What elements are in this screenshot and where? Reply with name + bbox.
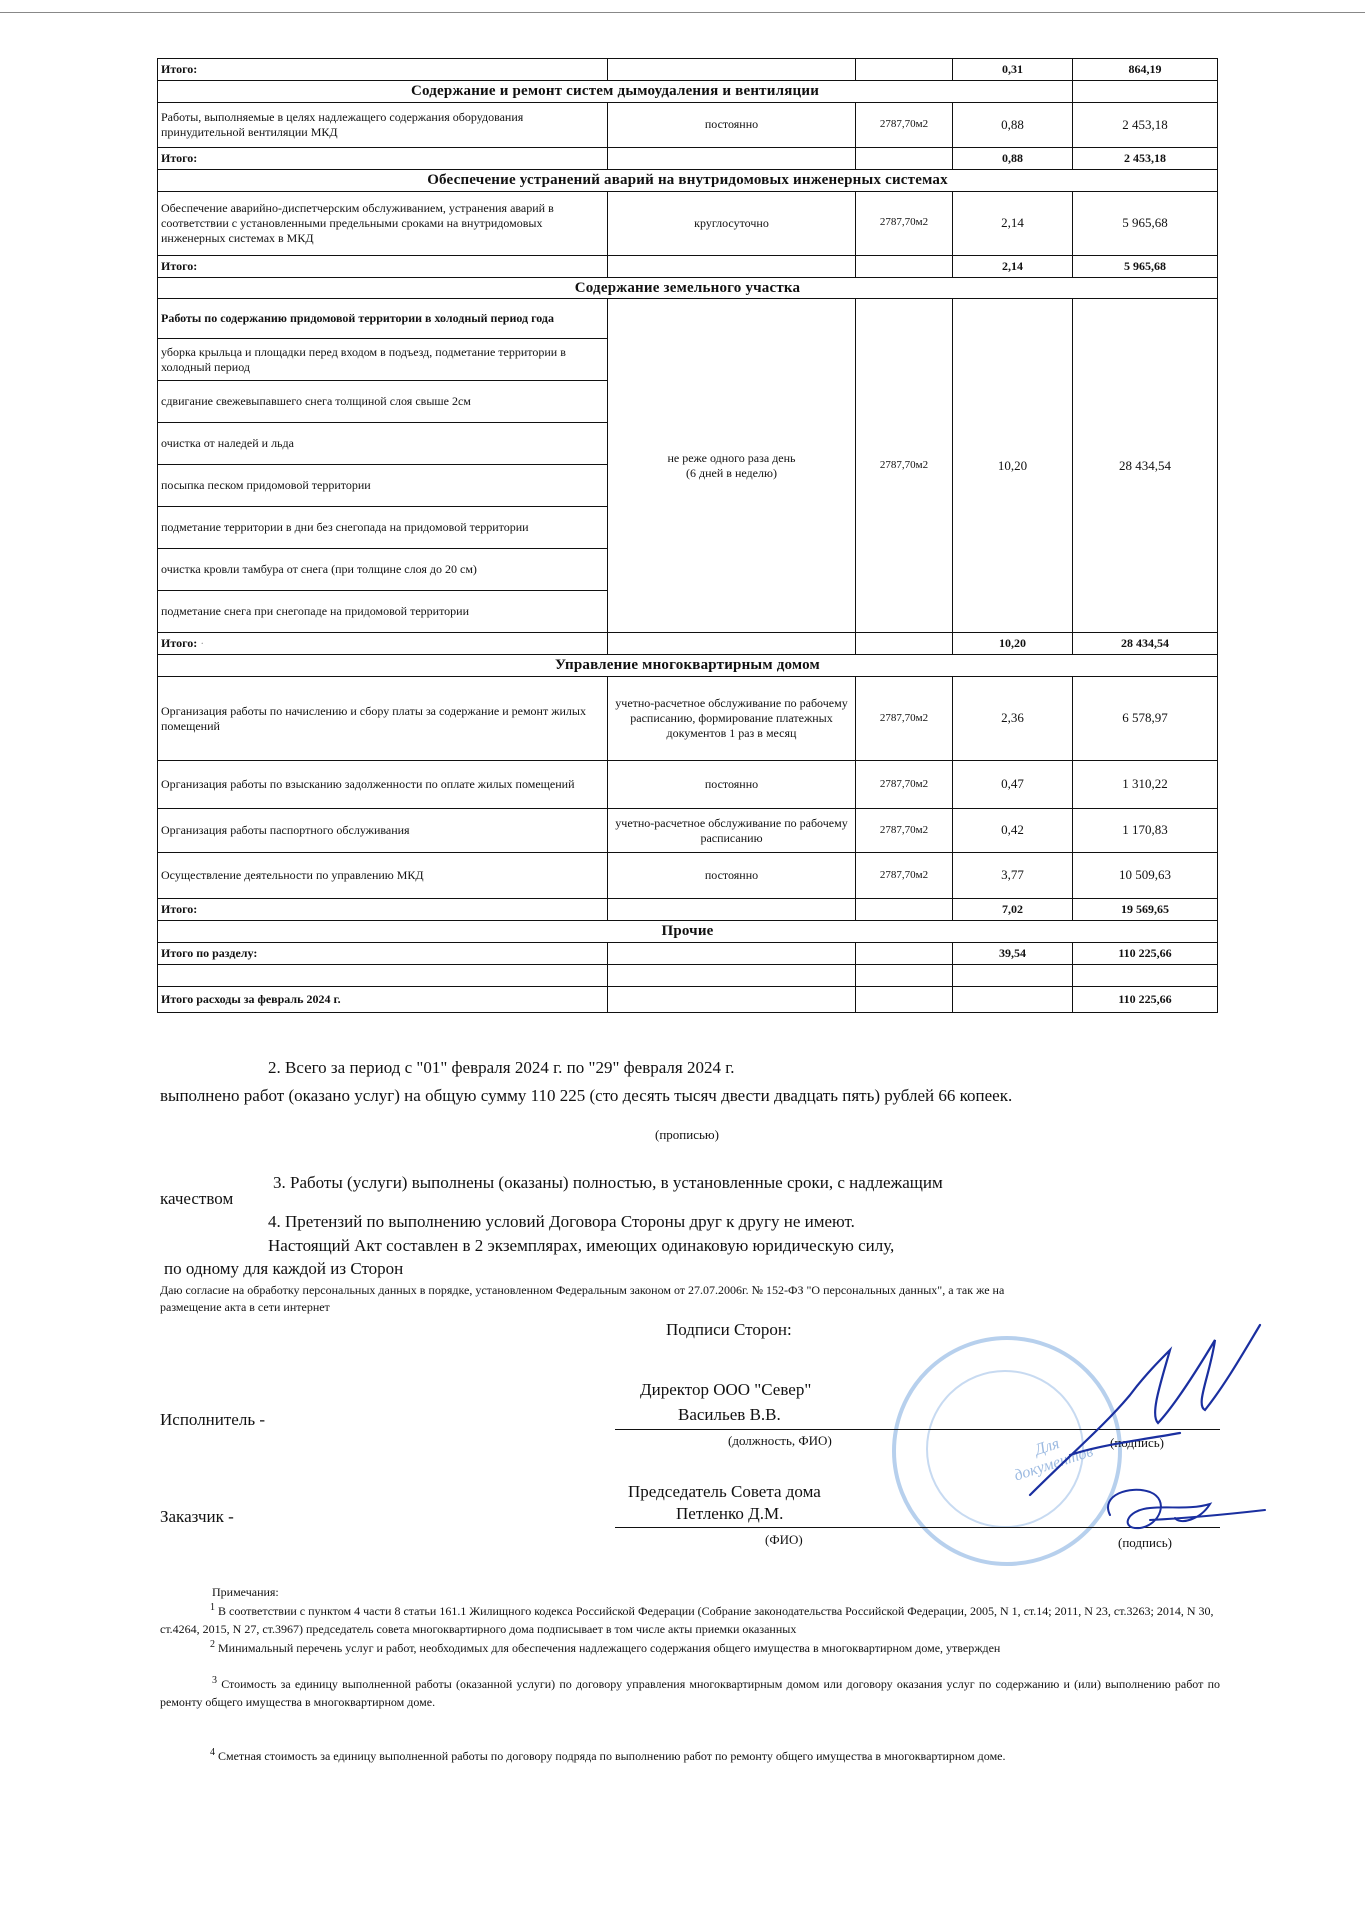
executor-label: Исполнитель -: [160, 1410, 265, 1429]
coef-value: 10,20: [953, 633, 1073, 655]
customer-position: Председатель Совета дома: [628, 1482, 821, 1501]
executor-name: Васильев В.В.: [678, 1405, 781, 1424]
sum-value: 2 453,18: [1073, 102, 1218, 147]
table-row: [158, 809, 1218, 853]
area-value: 2787,70м2: [856, 191, 953, 255]
area-value: 2787,70м2: [856, 853, 953, 899]
work-item: сдвигание свежевыпавшего снега толщиной слоя свыше 2см: [158, 381, 608, 423]
consent-line-1: Даю согласие на обработку персональных данных в порядке, установленном Федеральным законом от 27.07.2006г. № 152-ФЗ "О персональных данных", а так же на: [160, 1283, 1005, 1297]
note-1: $^1$ В соответствии с пунктом 4 части 8 статьи 161.1 Жилищного кодекса Российской Федерации (Собрание законодательства Российской Федерации, 2005, N 1, ст.14; 2011, N 23, ст.3263; 2014, N 30, ст.4264, 2015, N 27, ст.3967) председатель совета многоквартирного дома подписывает в том числе акты приемки оказанных: [160, 1602, 1214, 1636]
customer-sign-caption: (подпись): [1118, 1535, 1172, 1550]
table-row: [158, 59, 1218, 81]
coef-value: 2,14: [953, 255, 1073, 277]
month-total-label: Итого расходы за февраль 2024 г.: [158, 986, 608, 1012]
work-period: учетно-расчетное обслуживание по рабочему расписанию, формирование платежных документов 1 раз в месяц: [608, 677, 856, 761]
work-item: подметание снега при снегопаде на придомовой территории: [158, 591, 608, 633]
work-period: постоянно: [608, 102, 856, 147]
consent-line-2: размещение акта в сети интернет: [160, 1300, 330, 1314]
scan-mark: ·: [200, 636, 205, 651]
itogo-label: Итого:: [158, 147, 608, 169]
coef-value: 0,88: [953, 102, 1073, 147]
note-3: $^3$ Стоимость за единицу выполненной работы (оказанной услуги) по договору управления многоквартирным домом или договору оказания услуг по содержанию и (или) выполнению работ по ремонту общего имущества в многоквартирном доме.: [160, 1675, 1220, 1709]
section-title: Обеспечение устранений аварий на внутридомовых инженерных системах: [158, 169, 1218, 191]
work-item: подметание территории в дни без снегопада на придомовой территории: [158, 507, 608, 549]
work-item: очистка от наледей и льда: [158, 423, 608, 465]
coef-value: 0,47: [953, 761, 1073, 809]
work-description: Организация работы по начислению и сбору платы за содержание и ремонт жилых помещений: [158, 677, 608, 761]
table-row: [158, 899, 1218, 921]
sum-value: 1 310,22: [1073, 761, 1218, 809]
work-group-header: Работы по содержанию придомовой территории в холодный период года: [158, 299, 608, 339]
coef-value: 0,31: [953, 59, 1073, 81]
section-title: Управление многоквартирным домом: [158, 655, 1218, 677]
area-value: 2787,70м2: [856, 809, 953, 853]
work-description: Осуществление деятельности по управлению МКД: [158, 853, 608, 899]
itogo-label: Итого:: [158, 59, 608, 81]
coef-value: 10,20: [953, 299, 1073, 633]
sum-value: 5 965,68: [1073, 191, 1218, 255]
section-title: Прочие: [158, 921, 1218, 943]
paragraph-2-line-2: выполнено работ (оказано услуг) на общую сумму 110 225 (сто десять тысяч двести двадцать пять) рублей 66 копеек.: [160, 1086, 1013, 1105]
note-2: $^2$ Минимальный перечень услуг и работ, необходимых для обеспечения надлежащего содержания общего имущества в многоквартирном доме, утвержден: [210, 1639, 1001, 1655]
section-header-row: [158, 655, 1218, 677]
sum-value: 6 578,97: [1073, 677, 1218, 761]
section-title: Содержание земельного участка: [158, 277, 1218, 299]
table-row: [158, 853, 1218, 899]
work-period: постоянно: [608, 853, 856, 899]
customer-name: Петленко Д.М.: [676, 1504, 784, 1523]
table-row: [158, 986, 1218, 1012]
period-line: (6 дней в неделю): [686, 465, 777, 480]
table-row: [158, 255, 1218, 277]
coef-value: 0,42: [953, 809, 1073, 853]
coef-value: 7,02: [953, 899, 1073, 921]
seal-text: Для документов: [1011, 1435, 1096, 1485]
month-total-sum: 110 225,66: [1073, 986, 1218, 1012]
sum-value: 19 569,65: [1073, 899, 1218, 921]
customer-label: Заказчик -: [160, 1507, 234, 1526]
paragraph-4: 4. Претензий по выполнению условий Договора Стороны друг к другу не имеют.: [268, 1212, 855, 1231]
table-row: [158, 964, 1218, 986]
work-description: Работы, выполняемые в целях надлежащего содержания оборудования принудительной вентиляции МКД: [158, 102, 608, 147]
act-services-table: [157, 58, 1218, 1013]
sum-value: 10 509,63: [1073, 853, 1218, 899]
note-4: $^4$ Сметная стоимость за единицу выполненной работы по договору подряда по выполнению работ по ремонту общего имущества в многоквартирном доме.: [210, 1747, 1006, 1763]
area-value: 2787,70м2: [856, 299, 953, 633]
sum-value: 28 434,54: [1073, 633, 1218, 655]
area-value: 2787,70м2: [856, 761, 953, 809]
table-row: [158, 761, 1218, 809]
work-description: Организация работы паспортного обслуживания: [158, 809, 608, 853]
paragraph-3-line-2: качеством: [160, 1189, 234, 1208]
sum-value: 110 225,66: [1073, 942, 1218, 964]
work-period: круглосуточно: [608, 191, 856, 255]
paragraph-3-line-1: 3. Работы (услуги) выполнены (оказаны) полностью, в установленные сроки, с надлежащим: [273, 1173, 943, 1192]
executor-caption: (должность, ФИО): [728, 1433, 832, 1448]
table-row: [158, 677, 1218, 761]
top-edge-line: [0, 12, 1365, 13]
section-header-row: [158, 921, 1218, 943]
work-description: Обеспечение аварийно-диспетчерским обслуживанием, устранения аварий в соответствии с установленными предельными сроками на внутридомовых инженерных системах в МКД: [158, 191, 608, 255]
paragraph-5-line-1: Настоящий Акт составлен в 2 экземплярах, имеющих одинаковую юридическую силу,: [268, 1236, 895, 1255]
table-row: [158, 191, 1218, 255]
table-row: [158, 633, 1218, 655]
table-row: [158, 942, 1218, 964]
work-period: постоянно: [608, 761, 856, 809]
executor-signature: [1010, 1305, 1270, 1505]
sum-value: 864,19: [1073, 59, 1218, 81]
notes-title: Примечания:: [212, 1585, 279, 1599]
paragraph-2-line-1: 2. Всего за период с "01" февраля 2024 г. по "29" февраля 2024 г.: [268, 1058, 735, 1077]
work-item: посыпка песком придомовой территории: [158, 465, 608, 507]
work-period: [608, 299, 856, 633]
table-row: [158, 147, 1218, 169]
coef-value: 2,36: [953, 677, 1073, 761]
itogo-label: Итого: ·: [158, 633, 608, 655]
section-header-row: [158, 81, 1218, 103]
executor-sign-caption: (подпись): [1110, 1435, 1164, 1450]
coef-value: 3,77: [953, 853, 1073, 899]
work-period: учетно-расчетное обслуживание по рабочему расписанию: [608, 809, 856, 853]
sum-value: 1 170,83: [1073, 809, 1218, 853]
work-item: уборка крыльца и площадки перед входом в подъезд, подметание территории в холодный период: [158, 339, 608, 381]
sum-value: 28 434,54: [1073, 299, 1218, 633]
coef-value: 39,54: [953, 942, 1073, 964]
customer-caption: (ФИО): [765, 1532, 803, 1547]
work-item: очистка кровли тамбура от снега (при толщине слоя до 20 см): [158, 549, 608, 591]
sum-value: 5 965,68: [1073, 255, 1218, 277]
period-line: не реже одного раза день: [667, 450, 796, 465]
section-header-row: [158, 277, 1218, 299]
paragraph-5-line-2: по одному для каждой из Сторон: [164, 1259, 404, 1278]
executor-position: Директор ООО "Север": [640, 1380, 812, 1399]
signatures-title: Подписи Сторон:: [666, 1320, 792, 1339]
propisyu-caption: (прописью): [655, 1127, 719, 1142]
coef-value: 0,88: [953, 147, 1073, 169]
table-row: [158, 299, 1218, 339]
area-value: 2787,70м2: [856, 102, 953, 147]
work-description: Организация работы по взысканию задолженности по оплате жилых помещений: [158, 761, 608, 809]
section-header-row: [158, 169, 1218, 191]
itogo-label: Итого:: [158, 255, 608, 277]
sum-value: 2 453,18: [1073, 147, 1218, 169]
section-total-label: Итого по разделу:: [158, 942, 608, 964]
customer-signature: [1080, 1480, 1270, 1540]
section-title: Содержание и ремонт систем дымоудаления и вентиляции: [158, 81, 1073, 103]
table-row: [158, 102, 1218, 147]
area-value: 2787,70м2: [856, 677, 953, 761]
coef-value: 2,14: [953, 191, 1073, 255]
itogo-label: Итого:: [158, 899, 608, 921]
